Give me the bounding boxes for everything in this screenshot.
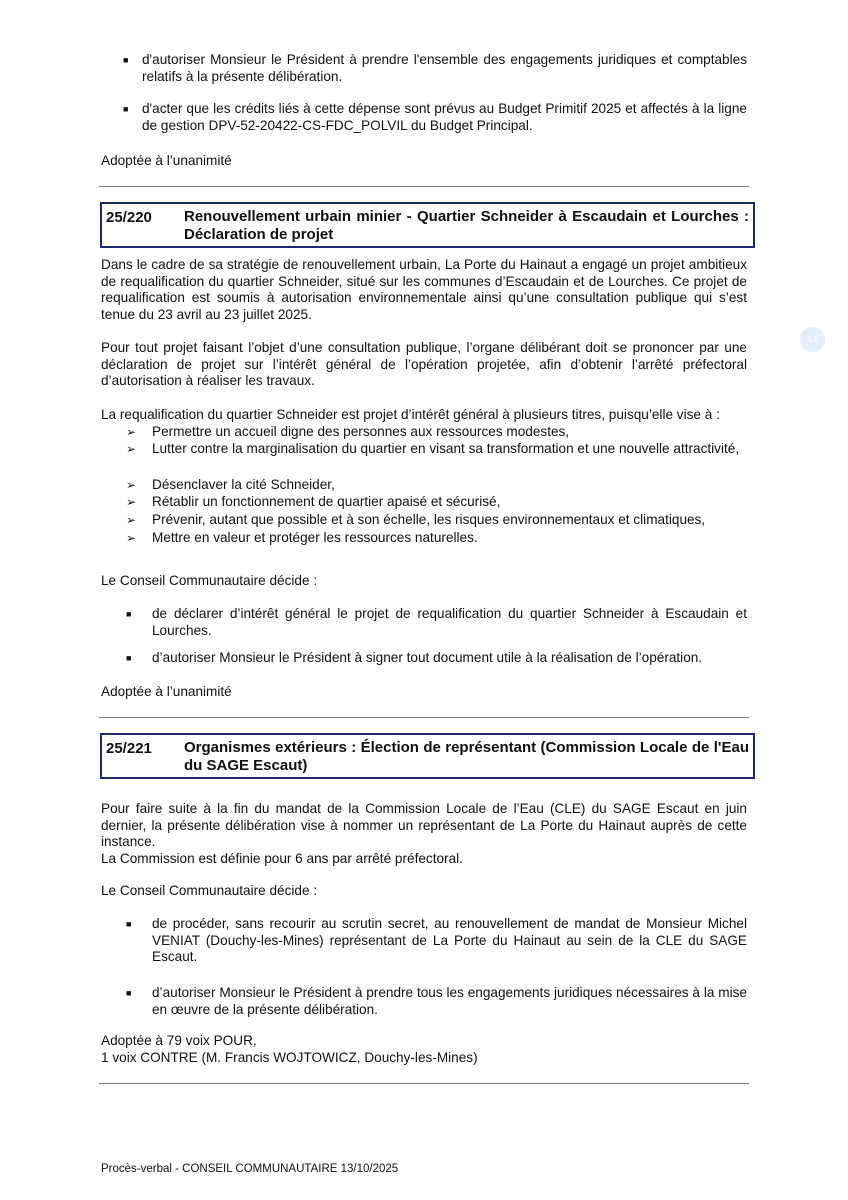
arrow-bullet-icon: ➢: [126, 495, 137, 509]
deliberation-221-header: [100, 733, 755, 779]
deliberation-number: 25/221: [106, 740, 152, 757]
arrow-bullet-icon: ➢: [126, 478, 137, 492]
deliberation-220-paragraph-3: La requalification du quartier Schneider est projet d’intérêt général à plusieurs titres, puisqu’elle vise à :: [101, 407, 720, 422]
intro-result: Adoptée à l’unanimité: [101, 153, 232, 168]
page-footer: Procès-verbal - CONSEIL COMMUNAUTAIRE 13/10/2025: [101, 1163, 399, 1175]
decision-text: de déclarer d’intérêt général le projet de requalification du quartier Schneider à Escaudain et Lourches.: [152, 606, 747, 638]
arrow-bullet-icon: ➢: [126, 531, 137, 545]
deliberation-220-result: Adoptée à l’unanimité: [101, 684, 232, 699]
deliberation-221-result-line-2: 1 voix CONTRE (M. Francis WOJTOWICZ, Douchy-les-Mines): [101, 1050, 478, 1065]
objective-text: Lutter contre la marginalisation du quartier en visant sa transformation et une nouvelle attractivité,: [152, 441, 740, 456]
deliberation-221-paragraph-1: Pour faire suite à la fin du mandat de la Commission Locale de l’Eau (CLE) du SAGE Escaut en juin dernier, la présente délibération vise à nommer un représentant de La Porte du Hainaut auprès de cette instance.: [101, 801, 747, 850]
deliberation-221-result-line-1: Adoptée à 79 voix POUR,: [101, 1033, 257, 1048]
section-divider: [99, 186, 749, 187]
deliberation-221-decision-intro: Le Conseil Communautaire décide :: [101, 883, 318, 898]
deliberation-220-decision-intro: Le Conseil Communautaire décide :: [101, 573, 318, 588]
square-bullet-icon: ■: [126, 919, 132, 929]
square-bullet-icon: ■: [126, 988, 132, 998]
arrow-bullet-icon: ➢: [126, 513, 137, 527]
deliberation-title: Renouvellement urbain minier - Quartier Schneider à Escaudain et Lourches : Déclaration de projet: [184, 208, 749, 243]
deliberation-220-header: [100, 202, 755, 248]
intro-bullet-text: d'acter que les crédits liés à cette dépense sont prévus au Budget Primitif 2025 et affectés à la ligne de gestion DPV-52-20422-CS-FDC_POLVIL du Budget Principal.: [142, 101, 747, 133]
arrow-bullet-icon: ➢: [126, 425, 137, 439]
section-divider: [99, 1083, 749, 1084]
objective-text: Mettre en valeur et protéger les ressources naturelles.: [152, 530, 478, 545]
square-bullet-icon: ■: [126, 609, 132, 619]
objective-text: Rétablir un fonctionnement de quartier apaisé et sécurisé,: [152, 494, 501, 509]
decision-text: de procéder, sans recourir au scrutin secret, au renouvellement de mandat de Monsieur Michel VENIAT (Douchy-les-Mines) représentant de La Porte du Hainaut au sein de la CLE du SAGE Escaut.: [152, 916, 747, 965]
objective-text: Permettre un accueil digne des personnes aux ressources modestes,: [152, 424, 570, 439]
deliberation-number: 25/220: [106, 209, 152, 226]
square-bullet-icon: ■: [123, 55, 129, 65]
page-number-badge: 14: [800, 327, 825, 352]
square-bullet-icon: ■: [126, 653, 132, 663]
section-divider: [99, 717, 749, 718]
objective-text: Désenclaver la cité Schneider,: [152, 477, 335, 492]
decision-text: d’autoriser Monsieur le Président à signer tout document utile à la réalisation de l’opération.: [152, 650, 703, 665]
square-bullet-icon: ■: [123, 104, 129, 114]
intro-bullet-text: d'autoriser Monsieur le Président à prendre l'ensemble des engagements juridiques et comptables relatifs à la présente délibération.: [142, 52, 747, 84]
deliberation-220-paragraph-1: Dans le cadre de sa stratégie de renouvellement urbain, La Porte du Hainaut a engagé un projet ambitieux de requalification du quartier Schneider, situé sur les communes d’Escaudain et de Lourches. Ce projet de requalification est soumis à autorisation environnementale ainsi qu’une consultation publique qui s’est tenue du 23 avril au 23 juillet 2025.: [101, 257, 747, 322]
objective-text: Prévenir, autant que possible et à son échelle, les risques environnementaux et climatiques,: [152, 512, 706, 527]
deliberation-220-paragraph-2: Pour tout projet faisant l’objet d’une consultation publique, l’organe délibérant doit se prononcer par une déclaration de projet sur l’intérêt général de l’opération projetée, afin d’obtenir l’arrêté préfectoral d’autorisation à réaliser les travaux.: [101, 340, 747, 389]
deliberation-title: Organismes extérieurs : Élection de représentant (Commission Locale de l'Eau du SAGE Escaut): [184, 739, 749, 774]
deliberation-221-paragraph-2: La Commission est définie pour 6 ans par arrêté préfectoral.: [101, 851, 463, 866]
decision-text: d’autoriser Monsieur le Président à prendre tous les engagements juridiques nécessaires à la mise en œuvre de la présente délibération.: [152, 985, 747, 1017]
arrow-bullet-icon: ➢: [126, 442, 137, 456]
